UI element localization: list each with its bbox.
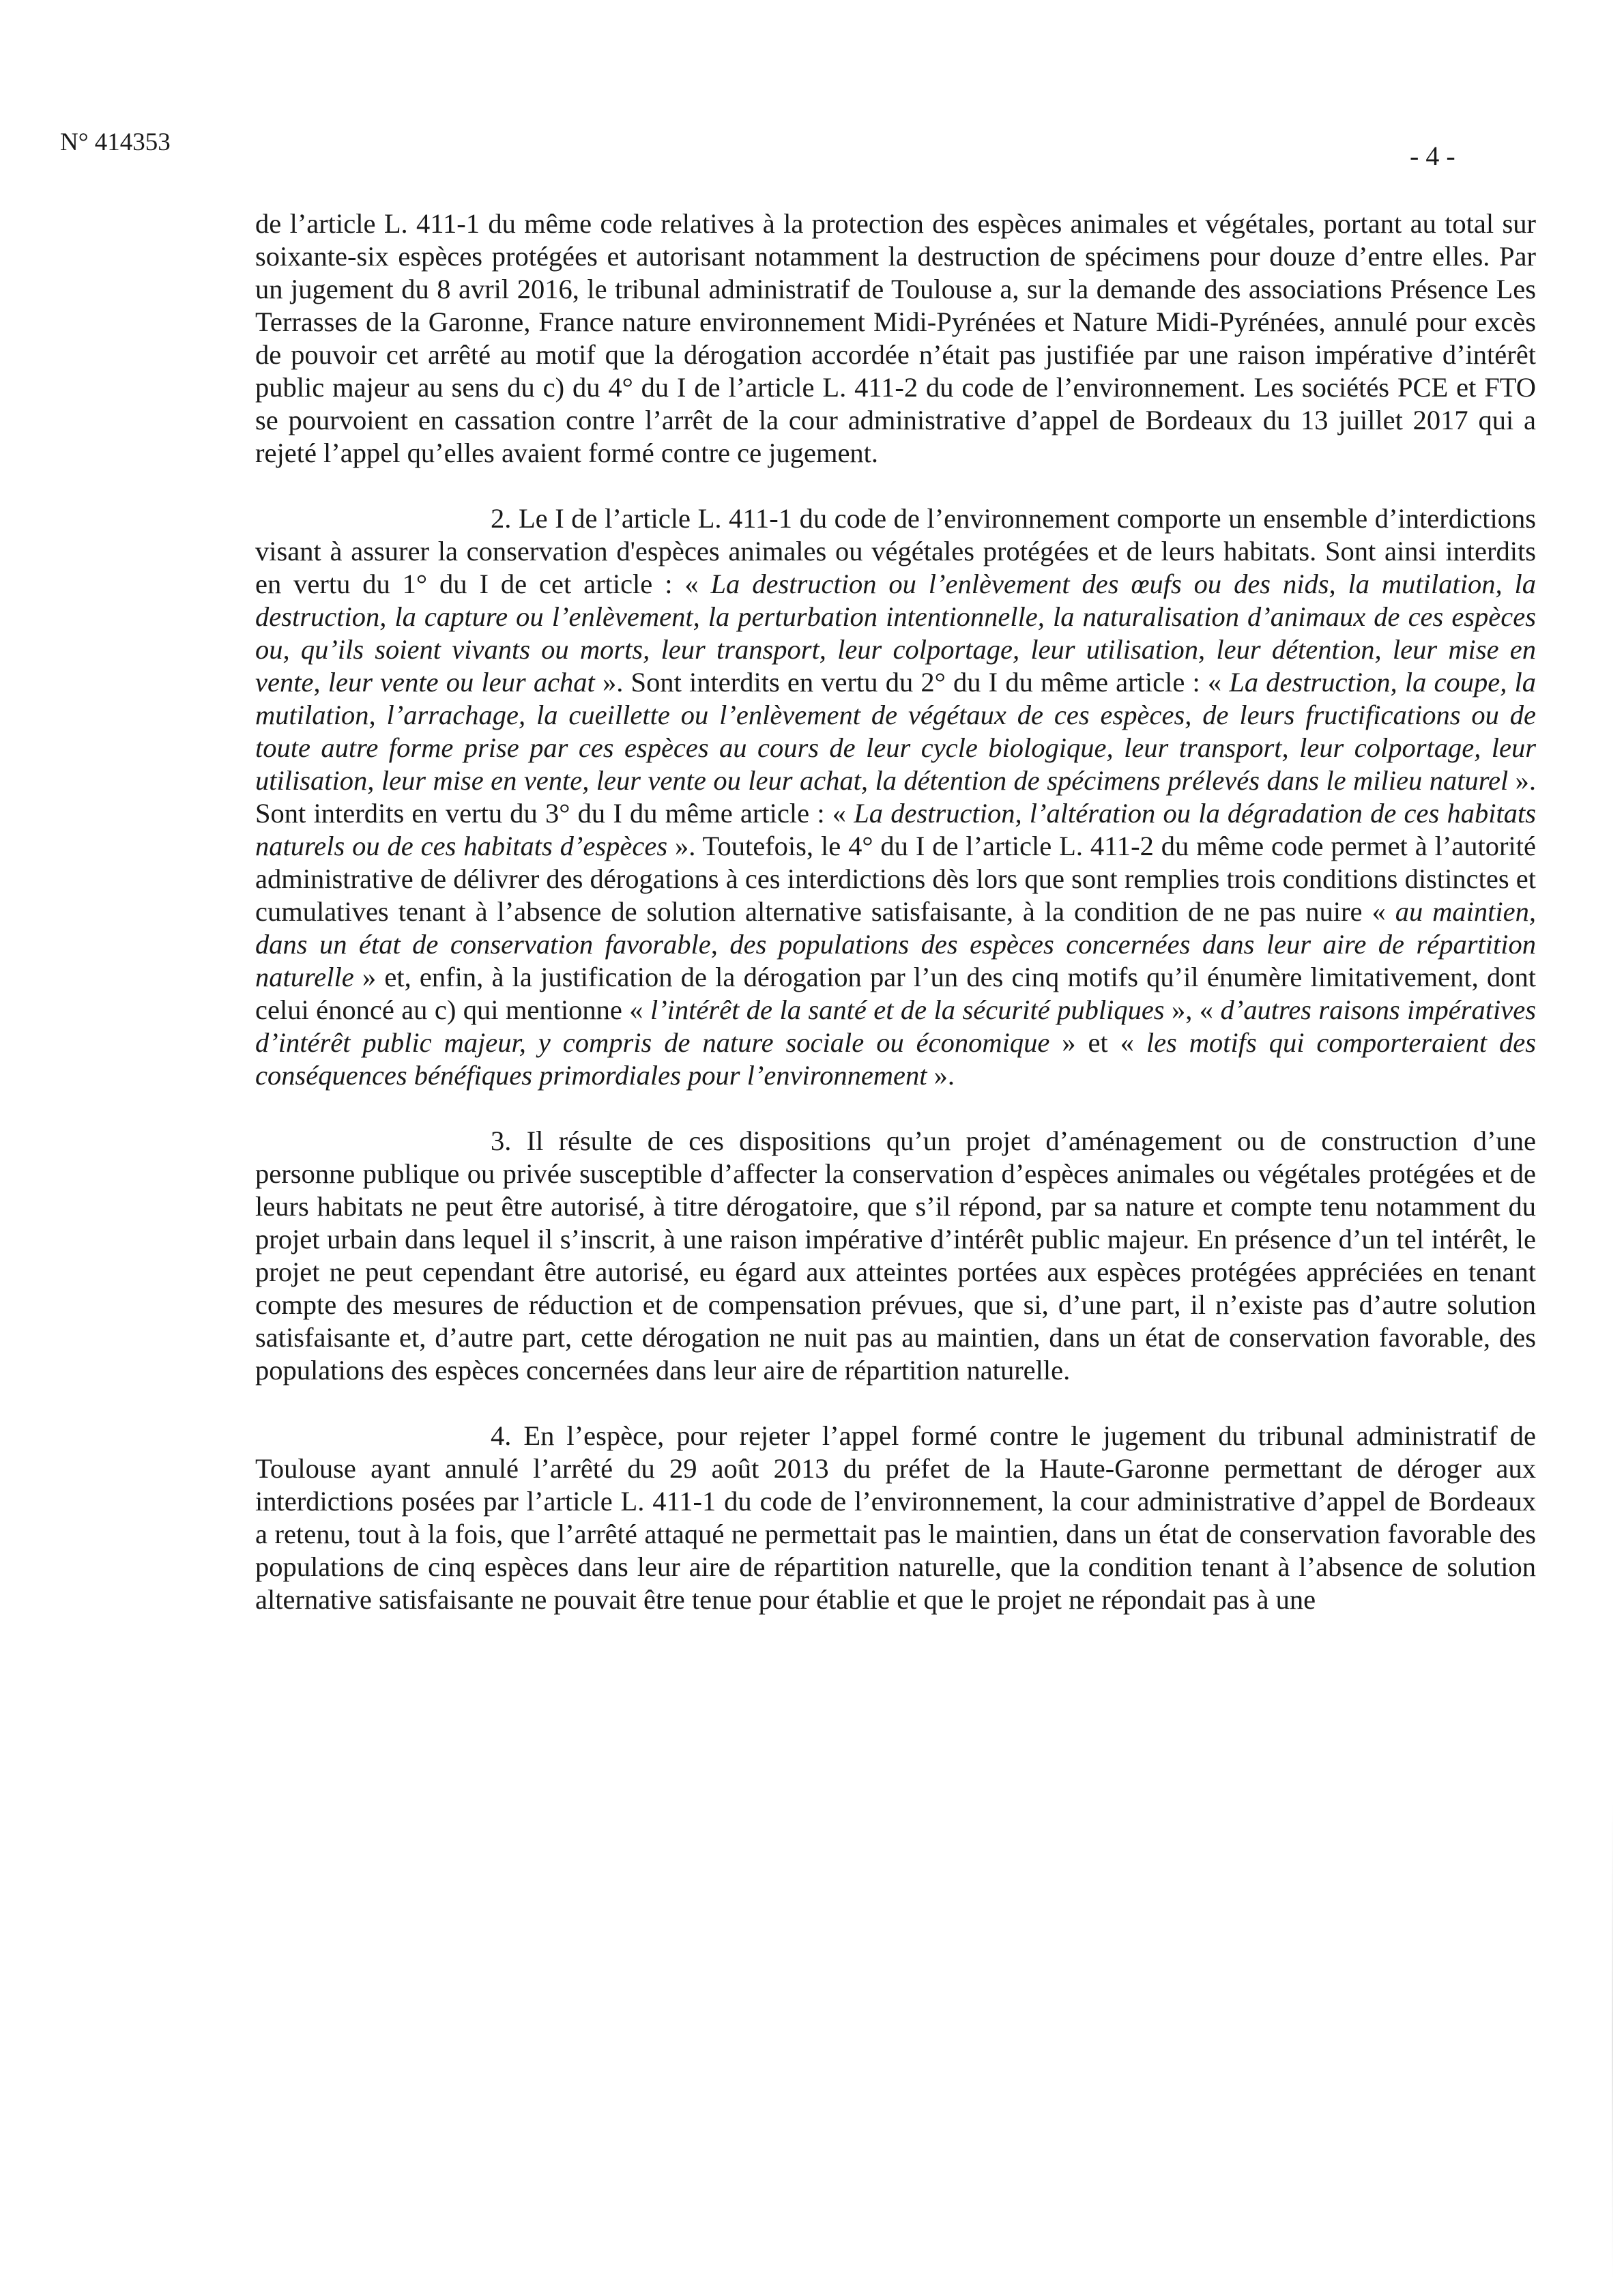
text-run: ». Sont interdits en vertu du 2° du I du même article : « xyxy=(594,667,1230,698)
paragraph-continuation xyxy=(255,207,1536,470)
quoted-text: l’intérêt de la santé et de la sécurité publiques xyxy=(650,994,1165,1025)
text-run: », « xyxy=(1164,994,1221,1025)
text-run: 2. Le I de l’article L. 411-1 du code de l’environnement comporte un ensemble d’interdictions visant à assurer la conservation d'espèces animales ou végétales protégées et de leurs habitats. Sont ainsi interdits en vertu du 1° du I de cet article : « xyxy=(255,503,1536,599)
quoted-text: La destruction, l’altération ou la dégradation de ces habitats naturels ou de ces habitats d’espèces xyxy=(255,798,1536,861)
case-number: N° 414353 xyxy=(60,128,171,156)
quoted-text: La destruction ou l’enlèvement des œufs ou des nids, la mutilation, la destruction, la capture ou l’enlèvement, la perturbation intentionnelle, la naturalisation d’animaux de ces espèces ou, qu’ils soient vivants ou morts, leur transport, leur colportage, leur utilisation, leur détention, leur mise en vente, leur vente ou leur achat xyxy=(255,569,1536,698)
text-run: de l’article L. 411-1 du même code relatives à la protection des espèces animales et végétales, portant au total sur soixante-six espèces protégées et autorisant notamment la destruction de spécimens pour douze d’entre elles. Par un jugement du 8 avril 2016, le tribunal administratif de Toulouse a, sur la demande des associations Présence Les Terrasses de la Garonne, France nature environnement Midi-Pyrénées et Nature Midi-Pyrénées, annulé pour excès de pouvoir cet arrêté au motif que la dérogation accordée n’était pas justifiée par une raison impérative d’intérêt public majeur au sens du c) du 4° du I de l’article L. 411-2 du code de l’environnement. Les sociétés PCE et FTO se pourvoient en cassation contre l’arrêt de la cour administrative d’appel de Bordeaux du 13 juillet 2017 qui a rejeté l’appel qu’elles avaient formé contre ce jugement. xyxy=(255,208,1536,468)
scan-edge-artifact xyxy=(1612,1802,1613,2280)
text-run: ». Sont interdits en vertu du 3° du I du même article : « xyxy=(255,765,1537,829)
document-body xyxy=(255,207,1536,1616)
quoted-text: les motifs qui comporteraient des conséquences bénéfiques primordiales pour l’environnement xyxy=(255,1027,1537,1091)
quoted-text: La destruction, la coupe, la mutilation, l’arrachage, la cueillette ou l’enlèvement de végétaux de ces espèces, de leurs fructifications ou de toute autre forme prise par ces espèces au cours de leur cycle biologique, leur transport, leur colportage, leur utilisation, leur mise en vente, leur vente ou leur achat, la détention de spécimens prélevés dans le milieu naturel xyxy=(255,667,1537,796)
paragraph-2 xyxy=(255,502,1536,1092)
quoted-text: au maintien, dans un état de conservation favorable, des populations des espèces concernées dans leur aire de répartition naturelle xyxy=(255,896,1537,992)
paragraph-4 xyxy=(255,1420,1536,1616)
text-run: 4. En l’espèce, pour rejeter l’appel formé contre le jugement du tribunal administratif de Toulouse ayant annulé l’arrêté du 29 août 2013 du préfet de la Haute-Garonne permettant de déroger aux interdictions posées par l’article L. 411-1 du code de l’environnement, la cour administrative d’appel de Bordeaux a retenu, tout à la fois, que l’arrêté attaqué ne permettait pas le maintien, dans un état de conservation favorable des populations de cinq espèces dans leur aire de répartition naturelle, que la condition tenant à l’absence de solution alternative satisfaisante ne pouvait être tenue pour établie et que le projet ne répondait pas à une xyxy=(255,1420,1536,1615)
text-run: 3. Il résulte de ces dispositions qu’un projet d’aménagement ou de construction d’une personne publique ou privée susceptible d’affecter la conservation d’espèces animales ou végétales protégées et de leurs habitats ne peut être autorisé, à titre dérogatoire, que s’il répond, par sa nature et compte tenu notamment du projet urbain dans lequel il s’inscrit, à une raison impérative d’intérêt public majeur. En présence d’un tel intérêt, le projet ne peut cependant être autorisé, eu égard aux atteintes portées aux espèces protégées appréciées en tenant compte des mesures de réduction et de compensation prévues, que si, d’une part, il n’existe pas d’autre solution satisfaisante et, d’autre part, cette dérogation ne nuit pas au maintien, dans un état de conservation favorable, des populations des espèces concernées dans leur aire de répartition naturelle. xyxy=(255,1125,1536,1386)
text-run: ». xyxy=(927,1060,955,1091)
quoted-text: d’autres raisons impératives d’intérêt public majeur, y compris de nature sociale ou économique xyxy=(255,994,1537,1058)
text-run: » et, enfin, à la justification de la dérogation par l’un des cinq motifs qu’il énumère limitativement, dont celui énoncé au c) qui mentionne « xyxy=(255,962,1536,1025)
text-run: ». Toutefois, le 4° du I de l’article L. 411-2 du même code permet à l’autorité administrative de délivrer des dérogations à ces interdictions dès lors que sont remplies trois conditions distinctes et cumulatives tenant à l’absence de solution alternative satisfaisante, à la condition de ne pas nuire « xyxy=(255,831,1537,927)
page-number: - 4 - xyxy=(1410,141,1455,171)
paragraph-3 xyxy=(255,1125,1536,1387)
text-run: » et « xyxy=(1049,1027,1146,1058)
